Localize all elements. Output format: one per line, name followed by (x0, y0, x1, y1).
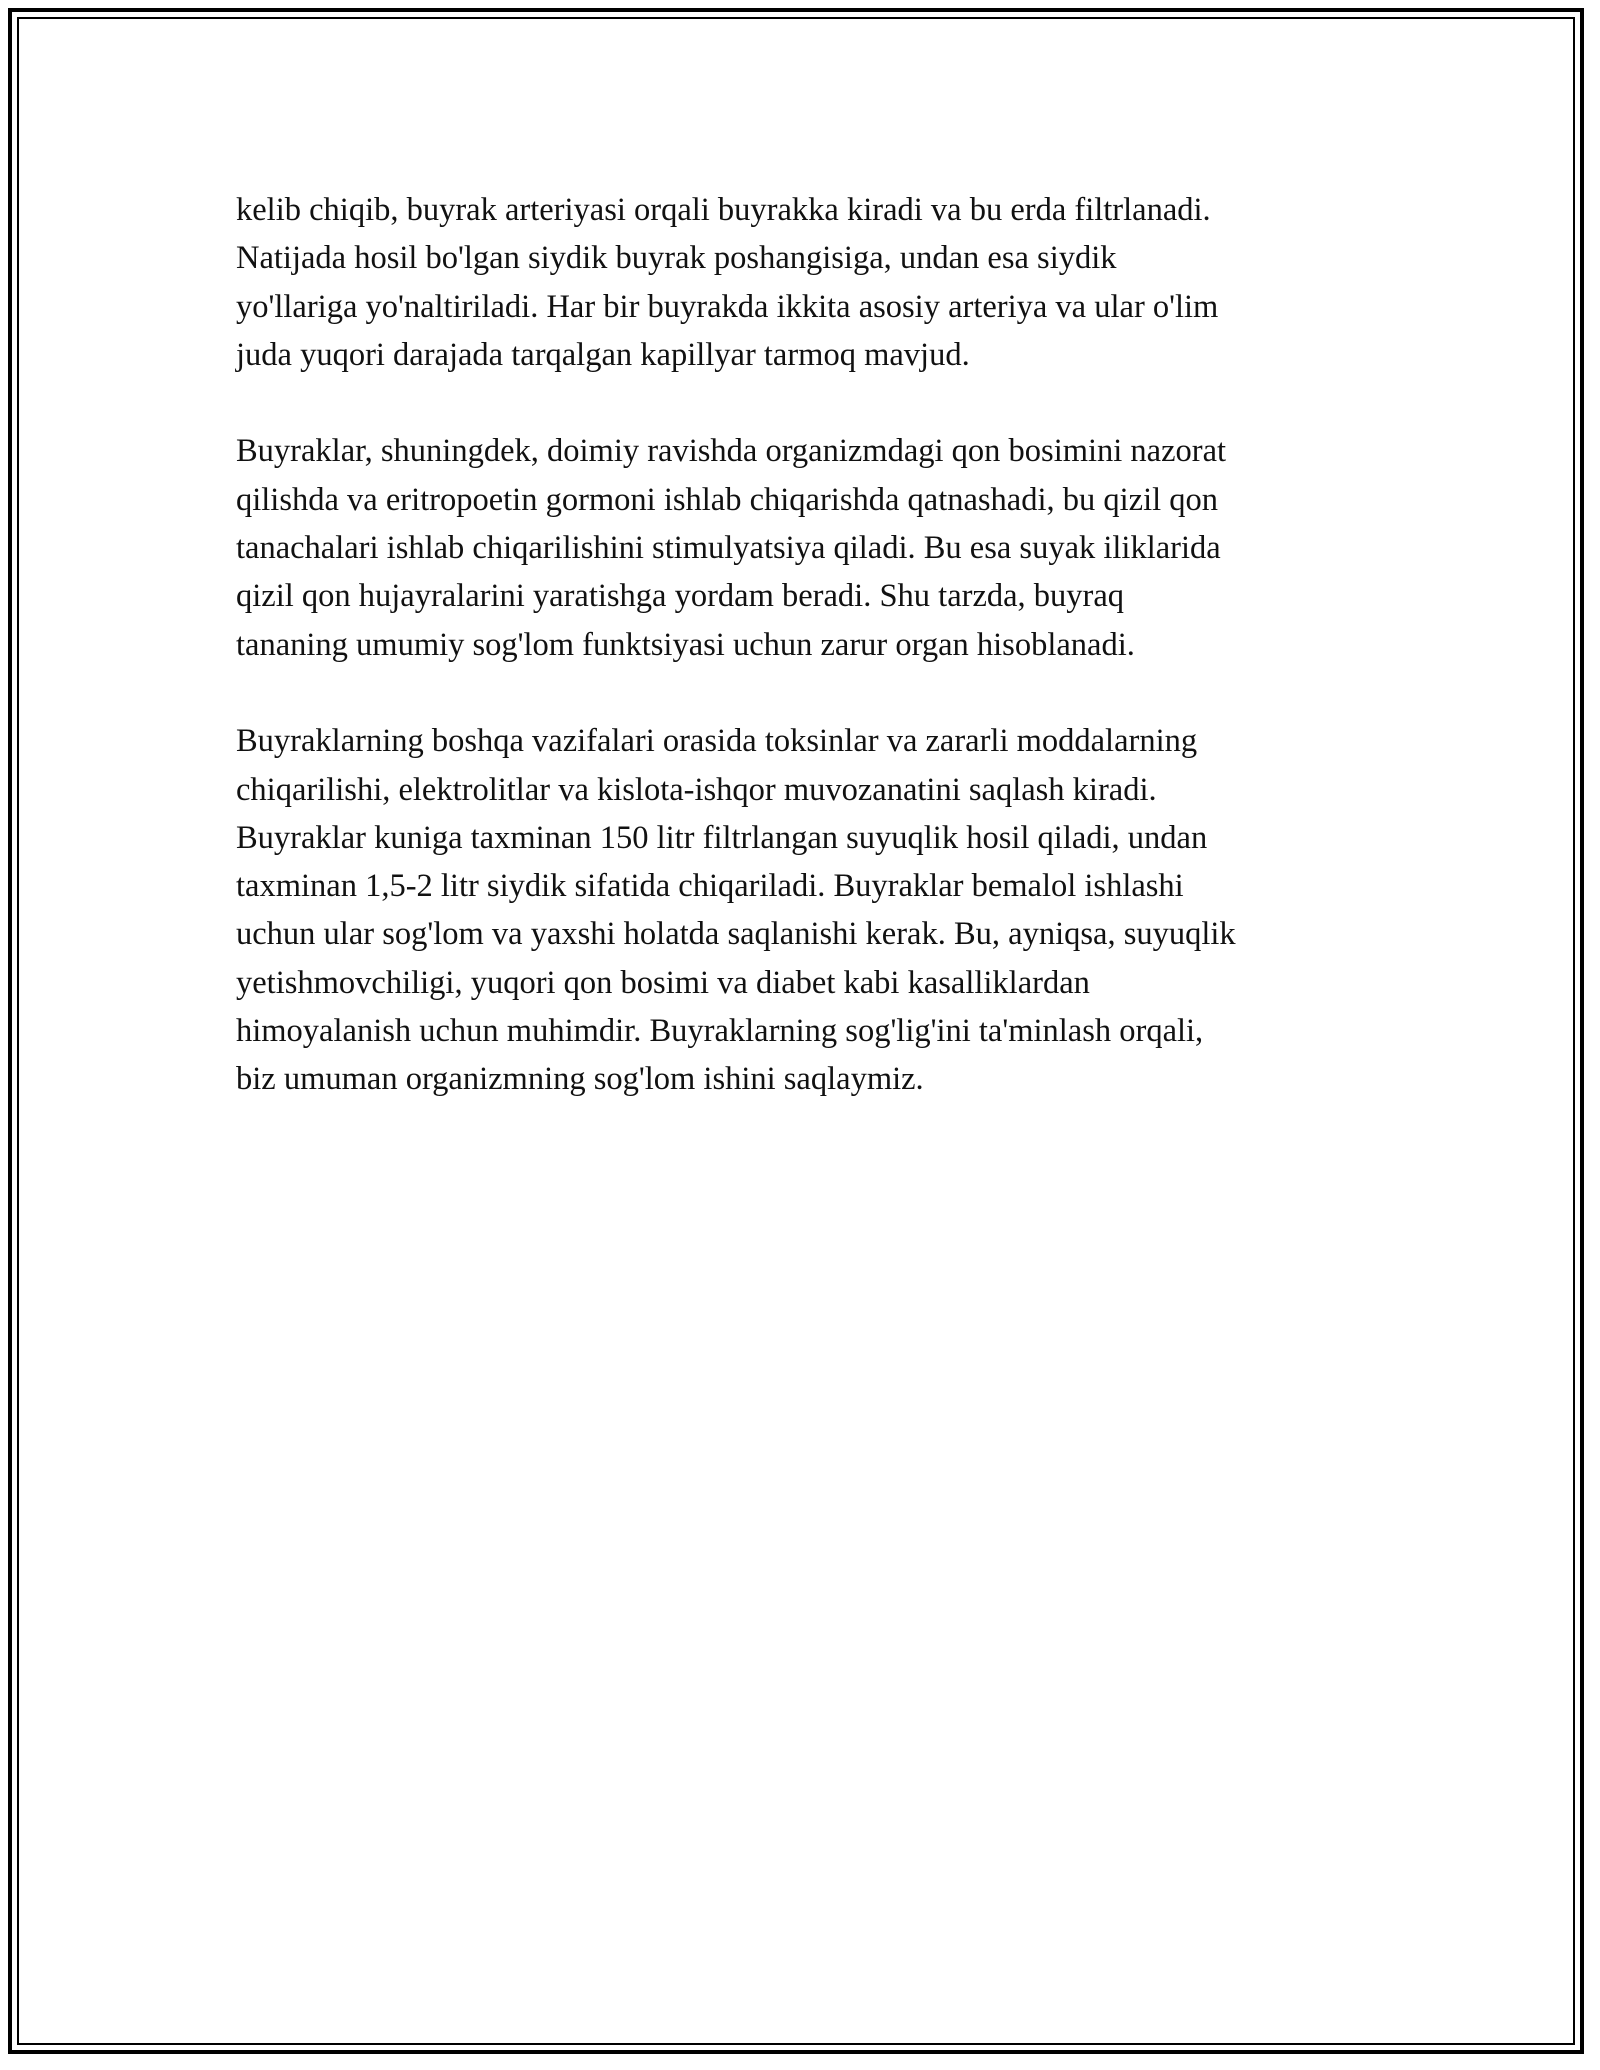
paragraph-3 (236, 717, 1396, 1103)
text-line: Buyraklar, shuningdek, doimiy ravishda organizmdagi qon bosimini nazorat (236, 433, 1227, 470)
text-line: kelib chiqib, buyrak arteriyasi orqali buyrakka kiradi va bu erda filtrlanadi. (236, 192, 1211, 228)
document-body (236, 186, 1396, 1152)
text-line: qilishda va eritropoetin gormoni ishlab chiqarishda qatnashadi, bu qizil qon (236, 481, 1219, 518)
text-line: tananing umumiy sog'lom funktsiyasi uchun zarur organ hisoblanadi. (236, 626, 1135, 663)
text-line: juda yuqori darajada tarqalgan kapillyar tarmoq mavjud. (236, 336, 970, 373)
text-line: taxminan 1,5-2 litr siydik sifatida chiqariladi. Buyraklar bemalol ishlashi (236, 868, 1184, 905)
text-line: Buyraklarning boshqa vazifalari orasida toksinlar va zararli moddalarning (236, 723, 1198, 760)
text-line: yo'llariga yo'naltiriladi. Har bir buyrakda ikkita asosiy arteriya va ular o'lim (236, 288, 1219, 325)
text-line: qizil qon hujayralarini yaratishga yordam beradi. Shu tarzda, buyraq (236, 578, 1125, 615)
text-line: yetishmovchiligi, yuqori qon bosimi va diabet kabi kasalliklardan (236, 964, 1090, 1001)
text-line: Buyraklar kuniga taxminan 150 litr filtrlangan suyuqlik hosil qiladi, undan (236, 819, 1208, 856)
text-line: biz umuman organizmning sog'lom ishini saqlaymiz. (236, 1061, 924, 1098)
text-line: Natijada hosil bo'lgan siydik buyrak poshangisiga, undan esa siydik (236, 240, 1117, 277)
paragraph-1 (236, 186, 1396, 379)
text-line: uchun ular sog'lom va yaxshi holatda saqlanishi kerak. Bu, ayniqsa, suyuqlik (236, 916, 1236, 953)
text-line: tanachalari ishlab chiqarilishini stimulyatsiya qiladi. Bu esa suyak iliklarida (236, 530, 1221, 567)
text-line: chiqarilishi, elektrolitlar va kislota-ishqor muvozanatini saqlash kiradi. (236, 771, 1157, 808)
paragraph-2 (236, 427, 1396, 668)
text-line: himoyalanish uchun muhimdir. Buyraklarning sog'lig'ini ta'minlash orqali, (236, 1013, 1204, 1050)
